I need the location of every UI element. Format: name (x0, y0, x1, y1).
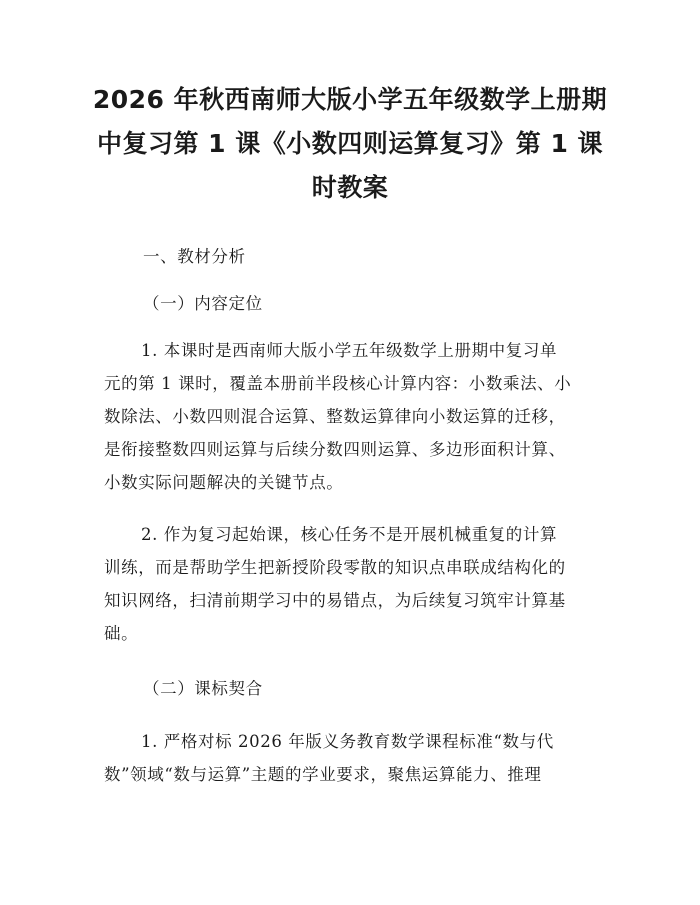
paragraph-3-line-2: 数”领域“数与运算”主题的学业要求，聚焦运算能力、推理 (104, 765, 542, 784)
subsection-heading-curriculum-alignment: （二）课标契合 (143, 679, 263, 698)
paragraph-2-line-4: 础。 (104, 624, 139, 643)
paragraph-1-line-4: 是衔接整数四则运算与后续分数四则运算、多边形面积计算、 (104, 440, 566, 459)
document-title-line-2: 中复习第 1 课《小数四则运算复习》第 1 课 (96, 129, 604, 158)
paragraph-1-line-2: 元的第 1 课时，覆盖本册前半段核心计算内容：小数乘法、小 (104, 374, 572, 393)
paragraph-3-line-1: 1. 严格对标 2026 年版义务教育数学课程标准“数与代 (141, 732, 554, 751)
subsection-heading-content-positioning: （一）内容定位 (143, 294, 263, 313)
paragraph-2-line-3: 知识网络，扫清前期学习中的易错点，为后续复习筑牢计算基 (104, 591, 566, 610)
paragraph-1-line-3: 数除法、小数四则混合运算、整数运算律向小数运算的迁移， (104, 407, 566, 426)
document-title-line-3: 时教案 (311, 173, 389, 202)
section-heading-teaching-material-analysis: 一、教材分析 (143, 247, 246, 266)
paragraph-2-line-2: 训练，而是帮助学生把新授阶段零散的知识点串联成结构化的 (104, 558, 566, 577)
document-title-line-1: 2026 年秋西南师大版小学五年级数学上册期 (92, 85, 608, 114)
paragraph-1-line-1: 1. 本课时是西南师大版小学五年级数学上册期中复习单 (141, 341, 558, 360)
paragraph-1-line-5: 小数实际问题解决的关键节点。 (104, 473, 344, 492)
paragraph-2-line-1: 2. 作为复习起始课，核心任务不是开展机械重复的计算 (141, 525, 558, 544)
